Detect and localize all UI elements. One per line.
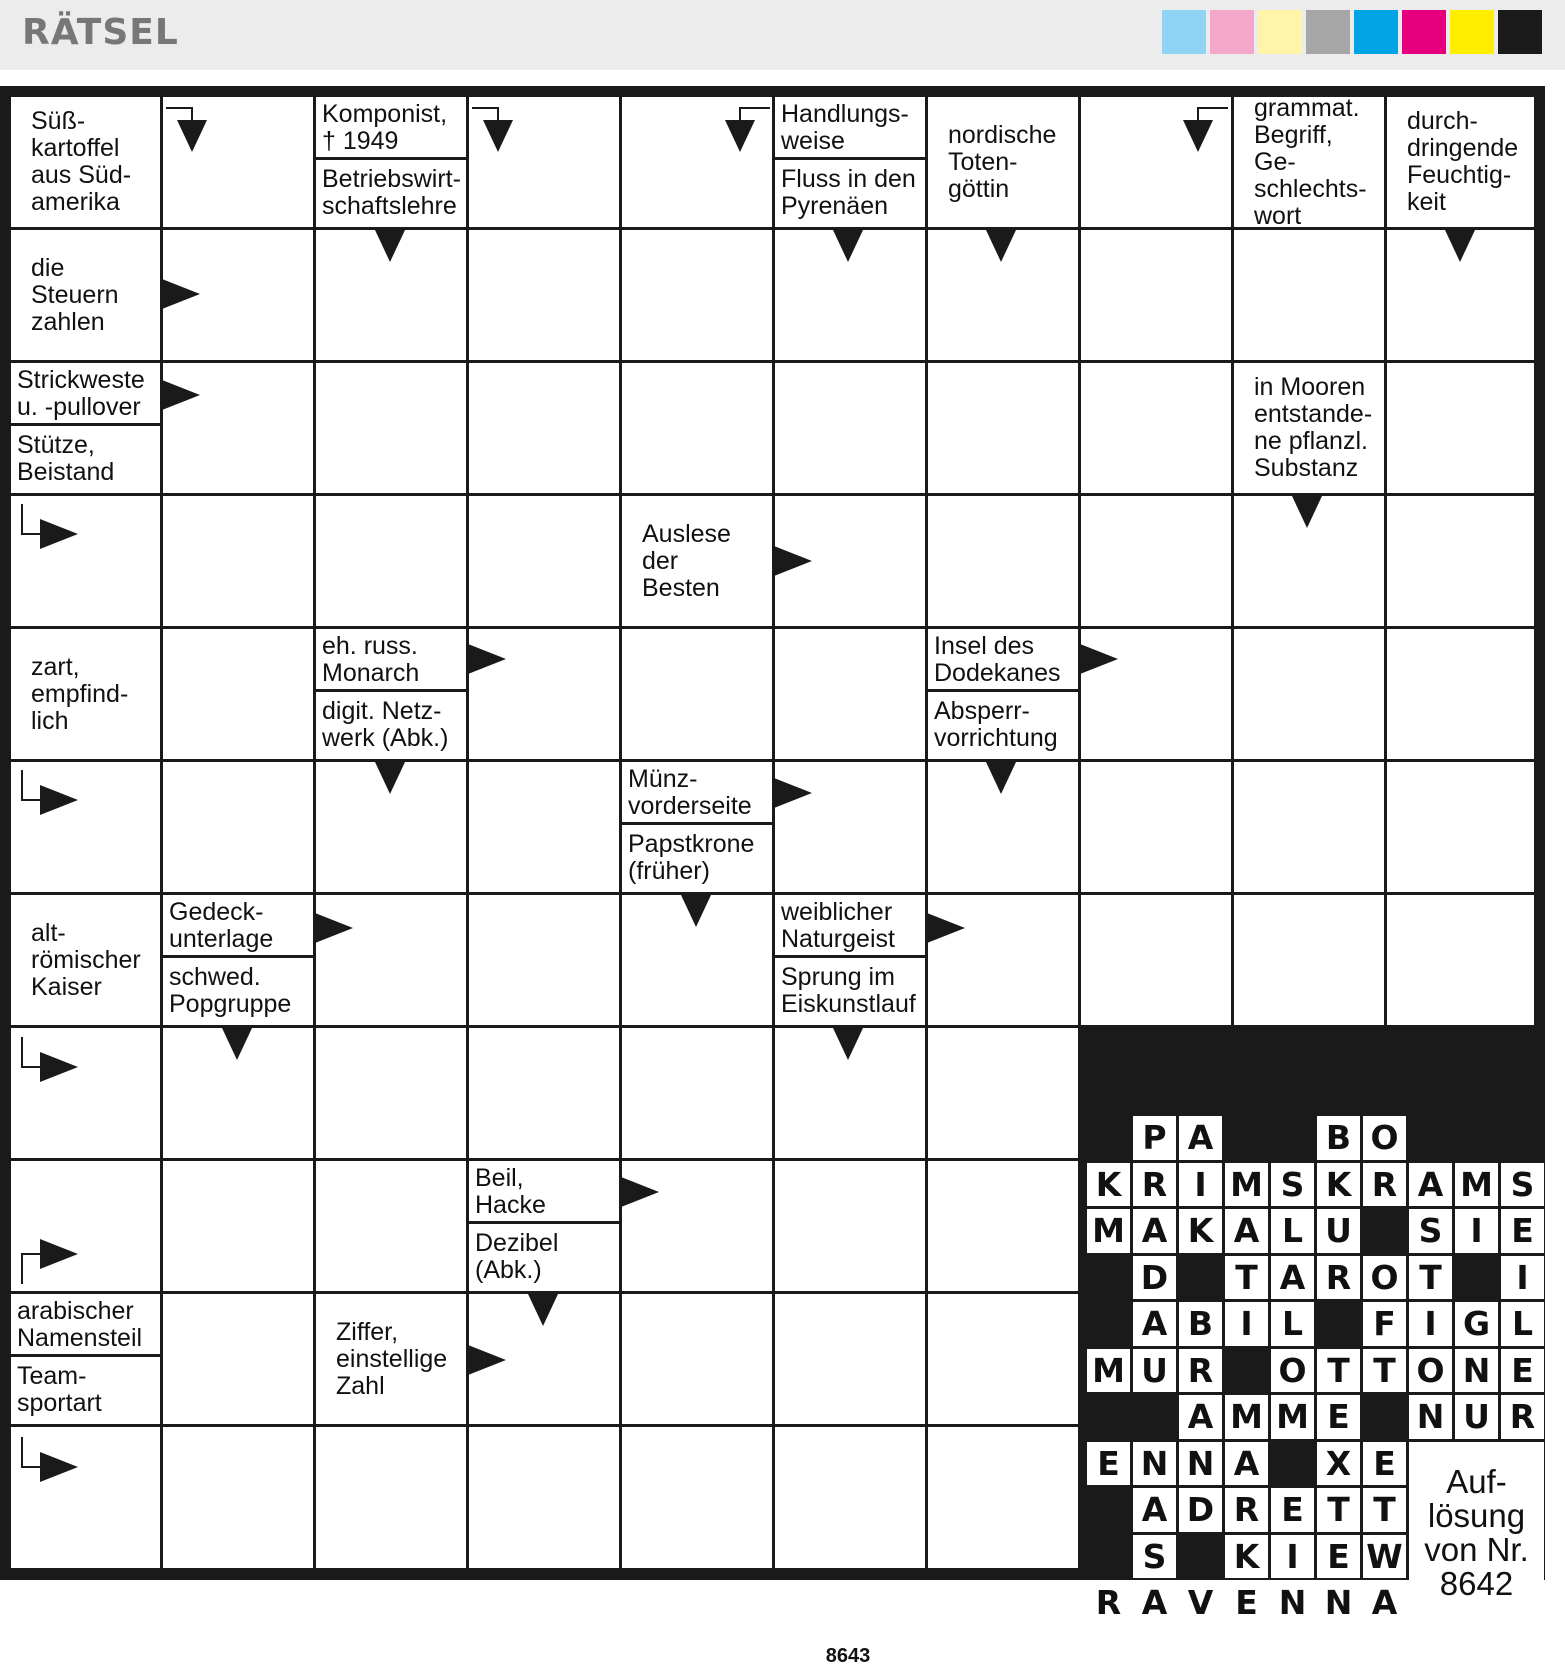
- solution-letter: L: [1271, 1209, 1314, 1253]
- clue-text: Insel des Dodekanes: [934, 632, 1061, 687]
- solution-letter: A: [1409, 1163, 1452, 1207]
- solution-letter: I: [1409, 1302, 1452, 1346]
- clue-text: Papstkrone (früher): [628, 830, 755, 885]
- right-arrow-icon: [162, 279, 200, 309]
- section-title: RÄTSEL: [22, 12, 179, 53]
- clue-text: arabischer Namensteil: [17, 1297, 143, 1352]
- down-arrow-icon: [528, 1294, 558, 1326]
- solution-letter: N: [1133, 1442, 1176, 1486]
- solution-letter: T: [1363, 1488, 1406, 1532]
- solution-letter: O: [1409, 1349, 1452, 1393]
- down-arrow-icon: [681, 895, 711, 927]
- solution-letter: O: [1363, 1256, 1406, 1300]
- clue-text: Gedeck- unterlage: [169, 898, 274, 953]
- clue-text: schwed. Popgruppe: [169, 963, 292, 1018]
- solution-letter: G: [1455, 1302, 1498, 1346]
- down-arrow-icon: [725, 120, 755, 152]
- solution-letter: A: [1225, 1209, 1268, 1253]
- right-arrow-icon: [927, 913, 965, 943]
- solution-letter: A: [1179, 1395, 1222, 1439]
- solution-letter: N: [1409, 1395, 1452, 1439]
- bent-connector: [22, 1254, 40, 1284]
- clue-text: Beil, Hacke: [475, 1164, 546, 1219]
- right-arrow-icon: [1080, 644, 1118, 674]
- solution-letter: K: [1087, 1163, 1130, 1207]
- right-arrow-icon: [40, 1452, 78, 1482]
- clue-text: Team- sportart: [17, 1362, 102, 1417]
- right-arrow-icon: [621, 1177, 659, 1207]
- clue-text: Absperr- vorrichtung: [934, 697, 1058, 752]
- solution-letter: A: [1133, 1581, 1176, 1625]
- solution-letter: A: [1363, 1581, 1406, 1625]
- solution-letter: A: [1271, 1256, 1314, 1300]
- right-arrow-icon: [40, 519, 78, 549]
- clue-text: digit. Netz- werk (Abk.): [322, 697, 449, 752]
- solution-letter: T: [1317, 1488, 1360, 1532]
- solution-letter: T: [1409, 1256, 1452, 1300]
- bent-connector: [22, 770, 40, 800]
- solution-letter: O: [1363, 1116, 1406, 1160]
- solution-letter: M: [1455, 1163, 1498, 1207]
- solution-letter: F: [1363, 1302, 1406, 1346]
- solution-letter: A: [1179, 1116, 1222, 1160]
- solution-letter: K: [1179, 1209, 1222, 1253]
- puzzle-number: 8643: [807, 1641, 889, 1671]
- bent-connector: [1198, 108, 1228, 120]
- down-arrow-icon: [833, 1028, 863, 1060]
- solution-letter: U: [1133, 1349, 1176, 1393]
- down-arrow-icon: [1445, 230, 1475, 262]
- solution-letter: R: [1133, 1163, 1176, 1207]
- solution-letter: U: [1317, 1209, 1360, 1253]
- solution-letter: E: [1271, 1488, 1314, 1532]
- right-arrow-icon: [774, 778, 812, 808]
- clue-text: Sprung im Eiskunstlauf: [781, 963, 916, 1018]
- right-arrow-icon: [315, 913, 353, 943]
- solution-letter: D: [1133, 1256, 1176, 1300]
- print-color-bar: [1160, 10, 1544, 60]
- solution-letter: E: [1363, 1442, 1406, 1486]
- down-arrow-icon: [833, 230, 863, 262]
- solution-letter: R: [1317, 1256, 1360, 1300]
- solution-caption: Auf- lösung von Nr. 8642: [1409, 1442, 1544, 1625]
- solution-letter: R: [1087, 1581, 1130, 1625]
- clue-text: Dezibel (Abk.): [475, 1229, 559, 1284]
- clue-text: Süß- kartoffel aus Süd- amerika: [31, 107, 132, 216]
- solution-letter: K: [1225, 1535, 1268, 1579]
- solution-letter: L: [1501, 1302, 1544, 1346]
- solution-letter: I: [1179, 1163, 1222, 1207]
- solution-letter: P: [1133, 1116, 1176, 1160]
- clue-text: Betriebswirt- schaftslehre: [322, 165, 461, 220]
- clue-text: zart, empfind- lich: [31, 652, 129, 735]
- solution-letter: S: [1133, 1535, 1176, 1579]
- crossword-board: [0, 86, 1545, 1667]
- down-arrow-icon: [986, 230, 1016, 262]
- solution-letter: N: [1455, 1349, 1498, 1393]
- down-arrow-icon: [375, 762, 405, 794]
- solution-letter: E: [1087, 1442, 1130, 1486]
- solution-letter: R: [1501, 1395, 1544, 1439]
- solution-letter: I: [1455, 1209, 1498, 1253]
- solution-letter: N: [1271, 1581, 1314, 1625]
- right-arrow-icon: [40, 1052, 78, 1082]
- solution-letter: X: [1317, 1442, 1360, 1486]
- solution-letter: A: [1133, 1209, 1176, 1253]
- right-arrow-icon: [162, 380, 200, 410]
- down-arrow-icon: [483, 120, 513, 152]
- solution-letter: E: [1317, 1395, 1360, 1439]
- clue-text: grammat. Begriff, Ge- schlechts- wort: [1254, 93, 1367, 230]
- solution-letter: E: [1317, 1535, 1360, 1579]
- solution-letter: S: [1271, 1163, 1314, 1207]
- down-arrow-icon: [375, 230, 405, 262]
- solution-letter: N: [1317, 1581, 1360, 1625]
- solution-letter: T: [1363, 1349, 1406, 1393]
- solution-letter: E: [1501, 1349, 1544, 1393]
- solution-letter: A: [1133, 1302, 1176, 1346]
- color-swatch: [1450, 10, 1494, 54]
- color-swatch: [1306, 10, 1350, 54]
- solution-letter: M: [1087, 1209, 1130, 1253]
- clue-text: Stütze, Beistand: [17, 431, 115, 486]
- bent-connector: [22, 504, 40, 534]
- bent-connector: [740, 108, 770, 120]
- solution-letter: S: [1501, 1163, 1544, 1207]
- down-arrow-icon: [1292, 496, 1322, 528]
- down-arrow-icon: [222, 1028, 252, 1060]
- solution-letter: B: [1179, 1302, 1222, 1346]
- clue-text: Auslese der Besten: [642, 519, 731, 602]
- color-swatch: [1354, 10, 1398, 54]
- solution-letter: T: [1317, 1349, 1360, 1393]
- solution-letter: M: [1087, 1349, 1130, 1393]
- solution-letter: E: [1225, 1581, 1268, 1625]
- clue-text: alt- römischer Kaiser: [31, 918, 141, 1001]
- bent-connector: [22, 1437, 40, 1467]
- clue-text: die Steuern zahlen: [31, 253, 119, 336]
- solution-letter: B: [1317, 1116, 1360, 1160]
- solution-letter: R: [1363, 1163, 1406, 1207]
- solution-letter: M: [1225, 1163, 1268, 1207]
- right-arrow-icon: [468, 644, 506, 674]
- right-arrow-icon: [468, 1345, 506, 1375]
- clue-text: Fluss in den Pyrenäen: [781, 165, 916, 220]
- bent-connector: [22, 1037, 40, 1067]
- color-swatch: [1498, 10, 1542, 54]
- right-arrow-icon: [40, 1239, 78, 1269]
- solution-letter: R: [1225, 1488, 1268, 1532]
- down-arrow-icon: [986, 762, 1016, 794]
- clue-text: Komponist, † 1949: [322, 100, 448, 155]
- solution-letter: N: [1179, 1442, 1222, 1486]
- solution-letter: I: [1501, 1256, 1544, 1300]
- solution-letter: E: [1501, 1209, 1544, 1253]
- page-header: [0, 0, 1565, 70]
- bent-connector: [472, 108, 498, 120]
- bent-connector: [166, 108, 192, 120]
- solution-letter: U: [1455, 1395, 1498, 1439]
- solution-letter: R: [1179, 1349, 1222, 1393]
- solution-panel: [1082, 1113, 1542, 1623]
- solution-letter: I: [1271, 1535, 1314, 1579]
- down-arrow-icon: [177, 120, 207, 152]
- right-arrow-icon: [774, 546, 812, 576]
- clue-text: Handlungs- weise: [781, 100, 909, 155]
- solution-letter: K: [1317, 1163, 1360, 1207]
- clue-text: durch- dringende Feuchtig- keit: [1407, 107, 1519, 216]
- solution-letter: L: [1271, 1302, 1314, 1346]
- solution-letter: M: [1271, 1395, 1314, 1439]
- solution-letter: W: [1363, 1535, 1406, 1579]
- solution-letter: A: [1133, 1488, 1176, 1532]
- color-swatch: [1162, 10, 1206, 54]
- color-swatch: [1402, 10, 1446, 54]
- right-arrow-icon: [40, 785, 78, 815]
- solution-letter: D: [1179, 1488, 1222, 1532]
- clue-text: in Mooren entstande- ne pflanzl. Substanz: [1254, 373, 1373, 482]
- solution-letter: V: [1179, 1581, 1222, 1625]
- solution-letter: M: [1225, 1395, 1268, 1439]
- color-swatch: [1258, 10, 1302, 54]
- solution-letter: A: [1225, 1442, 1268, 1486]
- clue-text: Strickweste u. -pullover: [17, 366, 145, 421]
- clue-text: Münz- vorderseite: [628, 765, 752, 820]
- solution-letter: S: [1409, 1209, 1452, 1253]
- clue-text: weiblicher Naturgeist: [781, 898, 895, 953]
- down-arrow-icon: [1183, 120, 1213, 152]
- solution-letter: I: [1225, 1302, 1268, 1346]
- clue-text: nordische Toten- göttin: [948, 120, 1057, 203]
- clue-text: Ziffer, einstellige Zahl: [336, 1317, 448, 1400]
- solution-letter: O: [1271, 1349, 1314, 1393]
- solution-letter: T: [1225, 1256, 1268, 1300]
- clue-text: eh. russ. Monarch: [322, 632, 420, 687]
- color-swatch: [1210, 10, 1254, 54]
